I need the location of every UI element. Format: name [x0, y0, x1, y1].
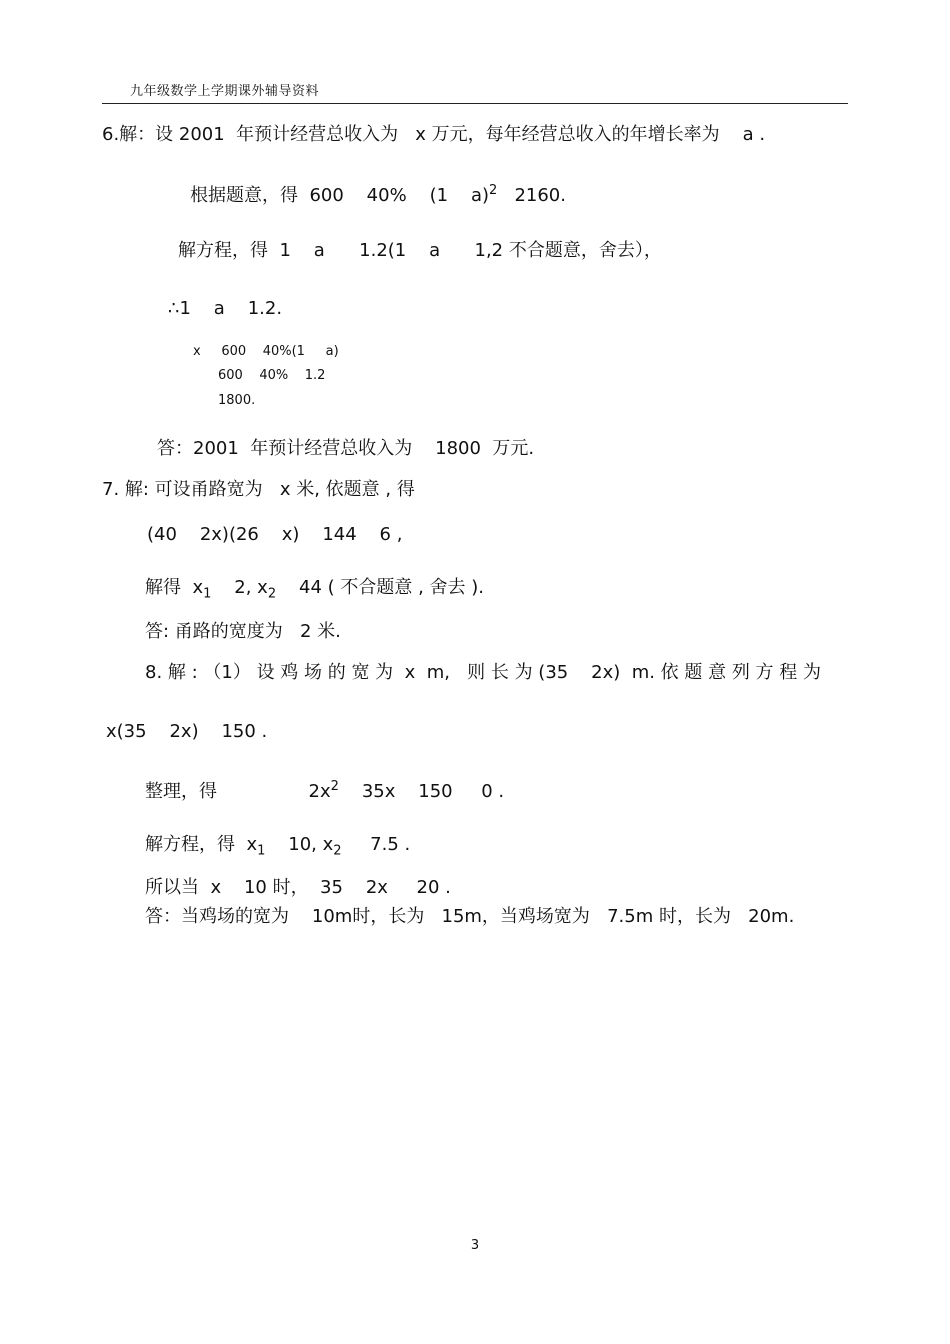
solution8-line3-exponent: 2	[330, 779, 339, 794]
solution8-line4-post: 7.5 .	[341, 834, 411, 855]
solution7-line3-post: 44 ( 不合题意 , 舍去 ).	[276, 577, 484, 598]
solution8-line4	[145, 834, 410, 859]
solution7-line3-pre: 解得 x	[145, 577, 204, 598]
header-title: 九年级数学上学期课外辅导资料	[130, 84, 320, 99]
solution8-line2: x(35 2x) 150 .	[106, 721, 268, 742]
solution7-line3-mid: 2, x	[211, 577, 268, 598]
solution8-line3-pre: 整理，得 2x	[145, 781, 331, 802]
solution6-line3: 解方程，得 1 a 1.2(1 a 1,2 不合题意，舍去），	[178, 240, 662, 261]
solution8-line4-sub2: 2	[333, 843, 342, 859]
solution8-line3-post: 35x 150 0 .	[338, 781, 505, 802]
solution6-calc1: x 600 40%(1 a)	[193, 344, 339, 359]
solution6-calc3: 1800.	[218, 393, 256, 408]
solution7-line3-sub2: 2	[267, 586, 277, 602]
solution6-line1: 6.解：设 2001 年预计经营总收入为 x 万元，每年经营总收入的年增长率为 a .	[102, 124, 766, 145]
solution7-line1: 7. 解: 可设甬路宽为 x 米, 依题意 , 得	[102, 479, 415, 500]
solution8-line4-pre: 解方程，得 x	[145, 834, 258, 855]
page-number: 3	[470, 1238, 480, 1253]
solution8-line4-mid: 10, x	[265, 834, 334, 855]
solution6-line4: ∴1 a 1.2.	[168, 298, 283, 319]
solution6-line2-exponent: 2	[489, 183, 498, 198]
solution6-line2-text: 根据题意，得 600 40% (1 a)	[190, 185, 489, 206]
solution6-answer: 答：2001 年预计经营总收入为 1800 万元.	[157, 438, 535, 459]
solution7-line3-sub1: 1	[203, 586, 212, 602]
solution6-line2	[190, 183, 566, 207]
solution8-line3	[145, 779, 504, 803]
solution6-line2-tail: 2160.	[497, 185, 566, 206]
solution7-line3	[145, 577, 484, 602]
solution7-line2: (40 2x)(26 x) 144 6 ,	[147, 524, 403, 545]
solution7-answer: 答: 甬路的宽度为 2 米.	[145, 621, 341, 642]
solution8-line5: 所以当 x 10 时， 35 2x 20 .	[145, 877, 451, 898]
solution6-calc2: 600 40% 1.2	[218, 368, 326, 383]
solution8-line4-sub1: 1	[257, 843, 266, 859]
header-divider	[102, 103, 848, 104]
solution8-answer: 答：当鸡场的宽为 10m时，长为 15m，当鸡场宽为 7.5m 时，长为 20m.	[145, 906, 795, 927]
solution8-line1: 8. 解 : （1） 设 鸡 场 的 宽 为 x m, 则 长 为 (35 2x) m. 依 题 意 列 方 程 为	[145, 662, 821, 683]
